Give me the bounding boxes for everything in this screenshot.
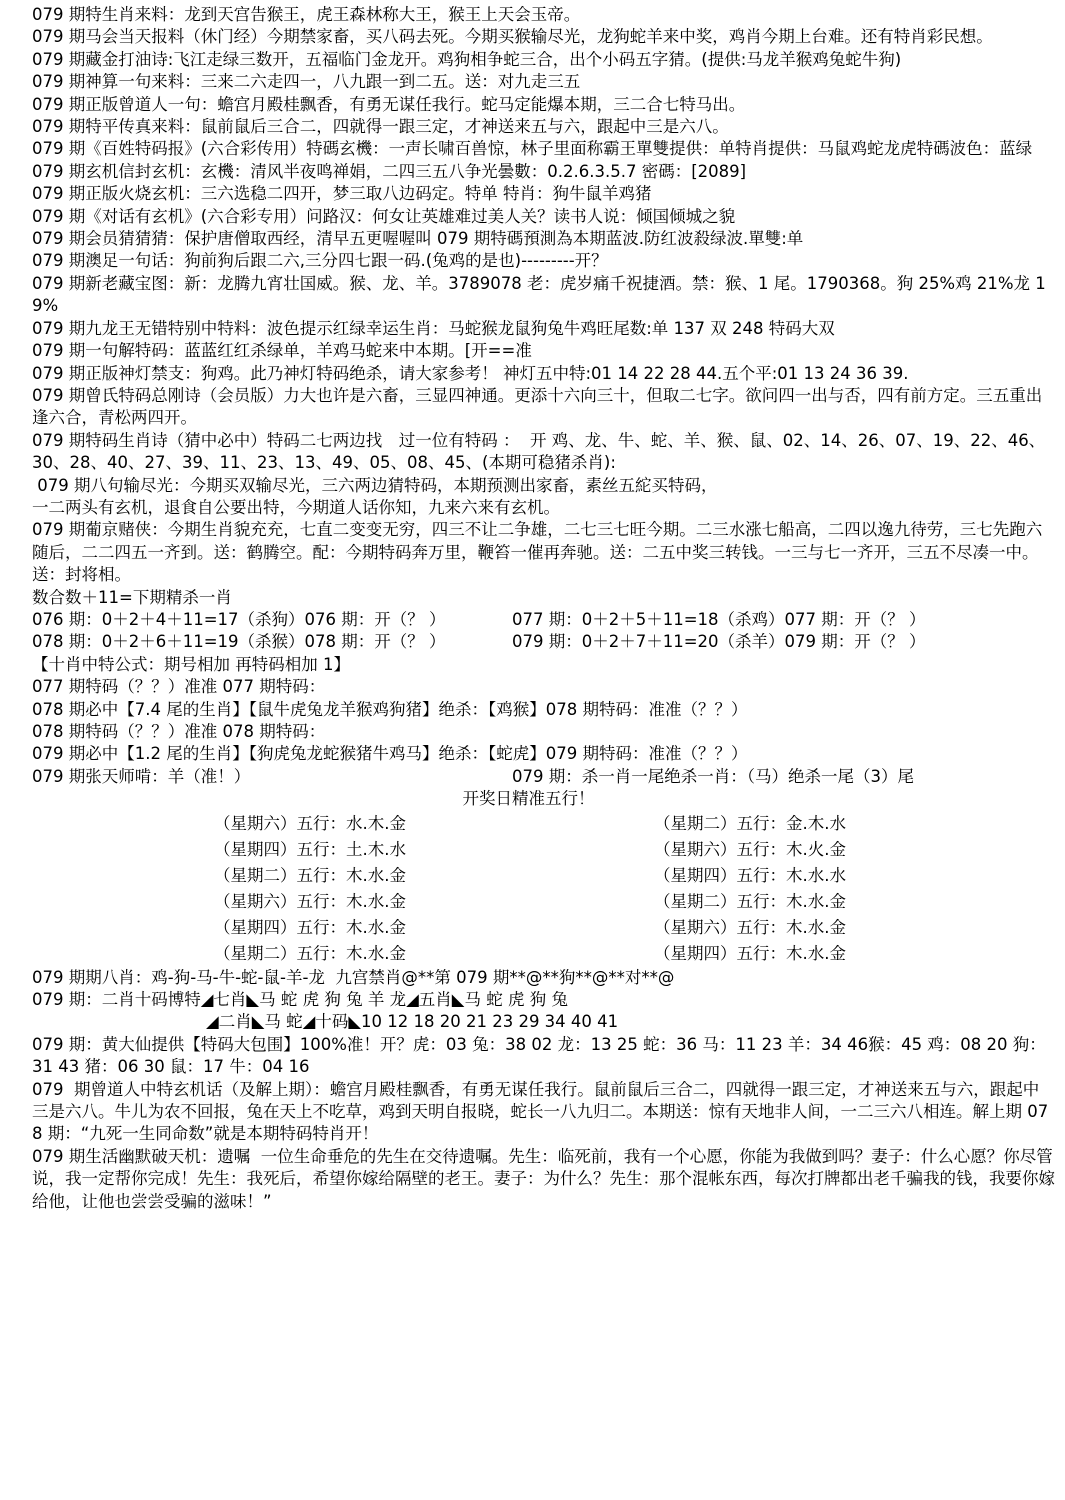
text-line: 079 期特码生肖诗（猜中必中）特码二七两边找 过一位有特码 ： 开 鸡、龙、牛、蛇、羊、猴、鼠、02、14、26、07、19、22、46、30、28、40、27、39、11、23、13、49、05、08、45、(本期可稳猪杀肖):: [32, 430, 1046, 473]
text-line: 079 期曾氏特码总刚诗（会员版）力大也许是六畜，三显四神通。更添十六向三十，但取二七字。欲问四一出与否，四有前方定。三五重出逢六合，青松两四开。: [32, 385, 1043, 428]
text-line: 079 期藏金打油诗:飞江走绿三数开，五福临门金龙开。鸡狗相争蛇三合，出个小码五字猜。(提供:马龙羊猴鸡兔蛇牛狗): [32, 49, 902, 69]
wuxing-cell: （星期二）五行：木.水.金: [654, 891, 846, 911]
text-line: 079 期玄机信封玄机：玄機：清风半夜鸣禅娟，二四三五八争光曇數：0.2.6.3.5.7 密碼：[2089]: [32, 161, 747, 181]
text-line: 079 期马会当天报料（休门经）今期禁家畜，买八码去死。今期买猴输尽光，龙狗蛇羊来中奖，鸡肖今期上台难。还有特肖彩民想。: [32, 27, 993, 47]
zhang-right: 079 期：杀一肖一尾绝杀一肖：（马）绝杀一尾（3）尾: [512, 766, 914, 786]
zhang-left: 079 期张天师啃：羊（准！）: [32, 766, 251, 786]
wuxing-cell: （星期六）五行：木.水.金: [214, 891, 406, 911]
wuxing-cell: （星期六）五行：木.水.金: [654, 917, 846, 937]
text-line: 079 期澳足一句话：狗前狗后跟二六,三分四七跟一码.(兔鸡的是也)---------开？: [32, 251, 608, 271]
text-line: 079 期正版神灯禁支：狗鸡。此乃神灯特码绝杀，请大家参考！ 神灯五中特:01 14 22 28 44.五个平:01 13 24 36 39.: [32, 363, 909, 383]
wuxing-table: [214, 811, 1055, 967]
formula-line: 【十肖中特公式：期号相加 再特码相加 1】: [32, 654, 350, 674]
bote-line: 079 期：二肖十码博特◢七肖◣马 蛇 虎 狗 兔 羊 龙◢五肖◣马 蛇 虎 狗 兔: [32, 990, 568, 1010]
text-line: 079 期正版曾道人一句：蟾宫月殿桂飘香，有勇无谋任我行。蛇马定能爆本期，三二合七特马出。: [32, 94, 746, 114]
text-line: 079 期特生肖来料：龙到天宫告猴王，虎王森林称大王，猴王上天会玉帝。: [32, 5, 581, 24]
text-line: 079 期九龙王无错特别中特料：波色提示红绿幸运生肖：马蛇猴龙鼠狗兔牛鸡旺尾数:单 137 双 248 特码大双: [32, 318, 835, 338]
wuxing-cell: （星期四）五行：木.水.金: [654, 943, 846, 963]
formula-line: 079 期必中【1.2 尾的生肖】【狗虎兔龙蛇猴猪牛鸡马】绝杀：【蛇虎】079 期特码：准准（？？）: [32, 744, 748, 764]
text-line: 079 期正版火烧玄机：三六选稳二四开，梦三取八边码定。特单 特肖：狗牛鼠羊鸡猪: [32, 184, 652, 204]
bazhao-line: 079 期期八肖：鸡-狗-马-牛-蛇-鼠-羊-龙 九宫禁肖@**第 079 期**@**狗**@**对**@: [32, 967, 675, 987]
wuxing-title: 开奖日精准五行！: [462, 789, 595, 809]
bote-line-indent: ◢二肖◣马 蛇◢十码◣10 12 18 20 21 23 29 34 40 41: [206, 1012, 619, 1032]
wuxing-cell: （星期四）五行：木.水.水: [654, 865, 846, 885]
shuhe-left: 078 期：0＋2＋6＋11=19（杀猴）078 期：开（？ ）: [32, 632, 446, 652]
zeng-paragraph: 079 期曾道人中特玄机话（及解上期）：蟾宫月殿桂飘香，有勇无谋任我行。鼠前鼠后三合二，四就得一跟三定，才神送来五与六，跟起中三是六八。牛儿为农不回报，兔在天上不吃草，鸡到天明自报晓，蛇长一八九归二。本期送：惊有天地非人间，一二三六八相连。解上期 078 期：“九死一生同命数”就是本期特码特肖开！: [32, 1079, 1049, 1144]
shuhe-row: [32, 631, 1055, 653]
text-line: 079 期《百姓特码报》(六合彩传用）特碼玄機：一声长啸百兽惊，林子里面称霸王單雙提供：单特肖提供：马鼠鸡蛇龙虎特碼波色：蓝绿: [32, 139, 1033, 159]
text-line: 079 期特平传真来料：鼠前鼠后三合二，四就得一跟三定，才神送来五与六，跟起中三是六八。: [32, 117, 729, 137]
formula-line: 078 期特码（？？）准准 078 期特码：: [32, 722, 326, 741]
shenghuo-paragraph: 079 期生活幽默破天机：遗嘱 一位生命垂危的先生在交待遗嘱。先生：临死前，我有一个心愿，你能为我做到吗？妻子：什么心愿？你尽管说，我一定帮你完成！先生：我死后，希望你嫁给隔壁的老王。妻子：为什么？先生：那个混帐东西，每次打牌都出老千骗我的钱，我要你嫁给他，让他也尝尝受骗的滋味！”: [32, 1146, 1055, 1211]
wuxing-cell: （星期四）五行：木.水.金: [214, 917, 406, 937]
wuxing-cell: （星期六）五行：水.木.金: [214, 813, 406, 833]
text-line: 079 期会员猜猜猜：保护唐僧取西经，清早五更喔喔叫 079 期特碼預測為本期蓝波.防红波殺绿波.單雙:单: [32, 229, 804, 249]
pujing-paragraph: 079 期葡京赌侠：今期生肖貌充充，七直二变变无穷，四三不让二争雄，二七三七旺今期。二三水涨七船高，二四以逸九待劳，三七先跑六随后，二二四五一齐到。送：鹤腾空。配：今期特码奔万里，鞭笞一催再奔驰。送：二五中奖三转钱。一三与七一齐开，三五不尽凑一中。送：封将相。: [32, 520, 1043, 585]
text-line: 079 期《对话有玄机》(六合彩专用）问路汉：何女让英雄难过美人关？读书人说：倾国倾城之貌: [32, 206, 736, 226]
wuxing-cell: （星期六）五行：木.火.金: [654, 839, 846, 859]
wuxing-cell: （星期二）五行：金.木.水: [654, 813, 846, 833]
wuxing-cell: （星期二）五行：木.水.金: [214, 943, 406, 963]
text-line: 079 期神算一句来料：三来二六走四一，八九跟一到二五。送：对九走三五: [32, 72, 581, 92]
shuhe-right: 079 期：0＋2＋7＋11=20（杀羊）079 期：开（？ ）: [512, 632, 926, 652]
bahe-line-1: 079 期八句输尽光：今期买双输尽光，三六两边猜特码，本期预测出家畜，素丝五紽买特码，: [32, 475, 718, 495]
wuxing-cell: （星期四）五行：土.木.水: [214, 839, 406, 859]
shuhe-row: [32, 609, 1055, 631]
shuhe-right: 077 期：0＋2＋5＋11=18（杀鸡）077 期：开（？ ）: [512, 609, 926, 629]
zhang-row: [32, 766, 1055, 788]
wuxing-cell: （星期二）五行：木.水.金: [214, 865, 406, 885]
text-line: 079 期一句解特码：蓝蓝红红杀绿单，羊鸡马蛇来中本期。[开==准: [32, 341, 532, 361]
formula-line: 077 期特码（？？）准准 077 期特码：: [32, 677, 326, 697]
shuhe-left: 076 期：0＋2＋4＋11=17（杀狗）076 期：开（？ ）: [32, 609, 446, 629]
bahe-line-2: 一二两头有玄机，退食自公要出特，今期道人话你知，九来六来有玄机。: [32, 497, 560, 517]
formula-line: 078 期必中【7.4 尾的生肖】【鼠牛虎兔龙羊猴鸡狗猪】绝杀：【鸡猴】078 期特码：准准（？？）: [32, 699, 748, 719]
huang-paragraph: 079 期：黄大仙提供【特码大包围】100%准！开？虎：03 兔：38 02 龙：13 25 蛇：36 马：11 23 羊：34 46猴：45 鸡：08 20 狗：31 43 猪：06 30 鼠：17 牛：04 16: [32, 1034, 1046, 1077]
text-line: 079 期新老藏宝图：新：龙腾九宵壮国威。猴、龙、羊。3789078 老：虎岁痛千祝捷酒。禁：猴、1 尾。1790368。狗 25%鸡 21%龙 19%: [32, 273, 1046, 316]
shuhe-title: 数合数＋11=下期精杀一肖: [32, 587, 232, 607]
